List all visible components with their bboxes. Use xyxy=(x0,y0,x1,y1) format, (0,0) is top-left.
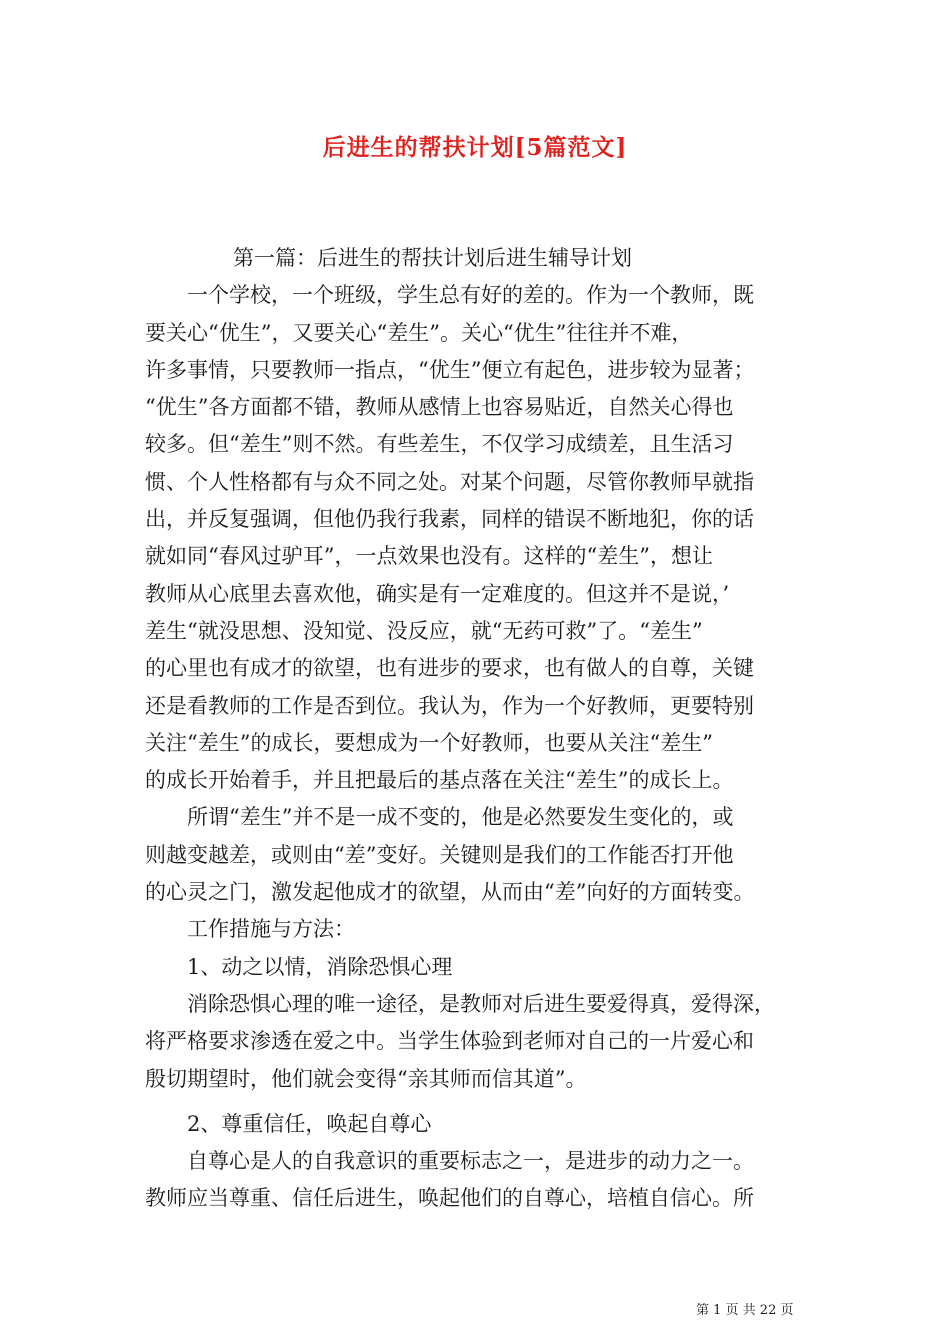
paragraph-line: 就如同“春风过驴耳”，一点效果也没有。这样的“差生”，想让 xyxy=(145,544,713,569)
numbered-heading: 1、动之以情，消除恐惧心理 xyxy=(187,954,453,979)
paragraph-line: 的成长开始着手，并且把最后的基点落在关注“差生”的成长上。 xyxy=(145,768,734,793)
paragraph-line: 殷切期望时，他们就会变得“亲其师而信其道”。 xyxy=(145,1066,587,1091)
paragraph-line: 要关心“优生”，又要关心“差生”。关心“优生”往往并不难， xyxy=(145,320,693,345)
paragraph-line: 消除恐惧心理的唯一途径，是教师对后进生要爱得真，爱得深， xyxy=(187,991,775,1016)
paragraph-line: 教师应当尊重、信任后进生，唤起他们的自尊心，培植自信心。所 xyxy=(145,1186,754,1211)
paragraph-line: 的心灵之门，激发起他成才的欲望，从而由“差”向好的方面转变。 xyxy=(145,880,755,905)
paragraph-gap xyxy=(145,1098,825,1106)
paragraph-line: 自尊心是人的自我意识的重要标志之一，是进步的动力之一。 xyxy=(187,1149,754,1174)
paragraph-line: 许多事情，只要教师一指点，“优生”便立有起色，进步较为显著； xyxy=(145,357,755,382)
paragraph-line: 教师从心底里去喜欢他，确实是有一定难度的。但这并不是说，’ xyxy=(145,581,730,606)
subheading: 工作措施与方法： xyxy=(187,917,355,942)
paragraph-line: 惯、个人性格都有与众不同之处。对某个问题，尽管你教师早就指 xyxy=(145,469,754,494)
section-heading: 第一篇：后进生的帮扶计划后进生辅导计划 xyxy=(233,246,632,270)
paragraph-line: 的心里也有成才的欲望，也有进步的要求，也有做人的自尊，关键 xyxy=(145,656,754,681)
paragraph-line: 所谓“差生”并不是一成不变的，他是必然要发生变化的，或 xyxy=(187,805,734,830)
paragraph-line: 则越变越差，或则由“差”变好。关键则是我们的工作能否打开他 xyxy=(145,842,734,867)
paragraph-line: 关注“差生”的成长，要想成为一个好教师，也要从关注“差生” xyxy=(145,730,713,755)
paragraph-line: “优生”各方面都不错，教师从感情上也容易贴近，自然关心得也 xyxy=(145,395,734,420)
paragraph-line: 还是看教师的工作是否到位。我认为，作为一个好教师，更要特别 xyxy=(145,693,754,718)
document-body xyxy=(145,240,825,1218)
paragraph-line: 将严格要求渗透在爱之中。当学生体验到老师对自己的一片爱心和 xyxy=(145,1029,754,1054)
paragraph-line: 出，并反复强调，但他仍我行我素，同样的错误不断地犯，你的话 xyxy=(145,507,754,532)
page-number: 第 1 页 共 22 页 xyxy=(696,1303,794,1318)
paragraph-line: 一个学校，一个班级，学生总有好的差的。作为一个教师，既 xyxy=(187,283,754,308)
paragraph-line: 较多。但“差生”则不然。有些差生，不仅学习成绩差，且生活习 xyxy=(145,432,734,457)
numbered-heading: 2、尊重信任，唤起自尊心 xyxy=(187,1111,432,1136)
paragraph-line: 差生“就没思想、没知觉、没反应，就“无药可救”了。“差生” xyxy=(145,618,703,643)
document-title: 后进生的帮扶计划[5篇范文] xyxy=(322,134,628,161)
